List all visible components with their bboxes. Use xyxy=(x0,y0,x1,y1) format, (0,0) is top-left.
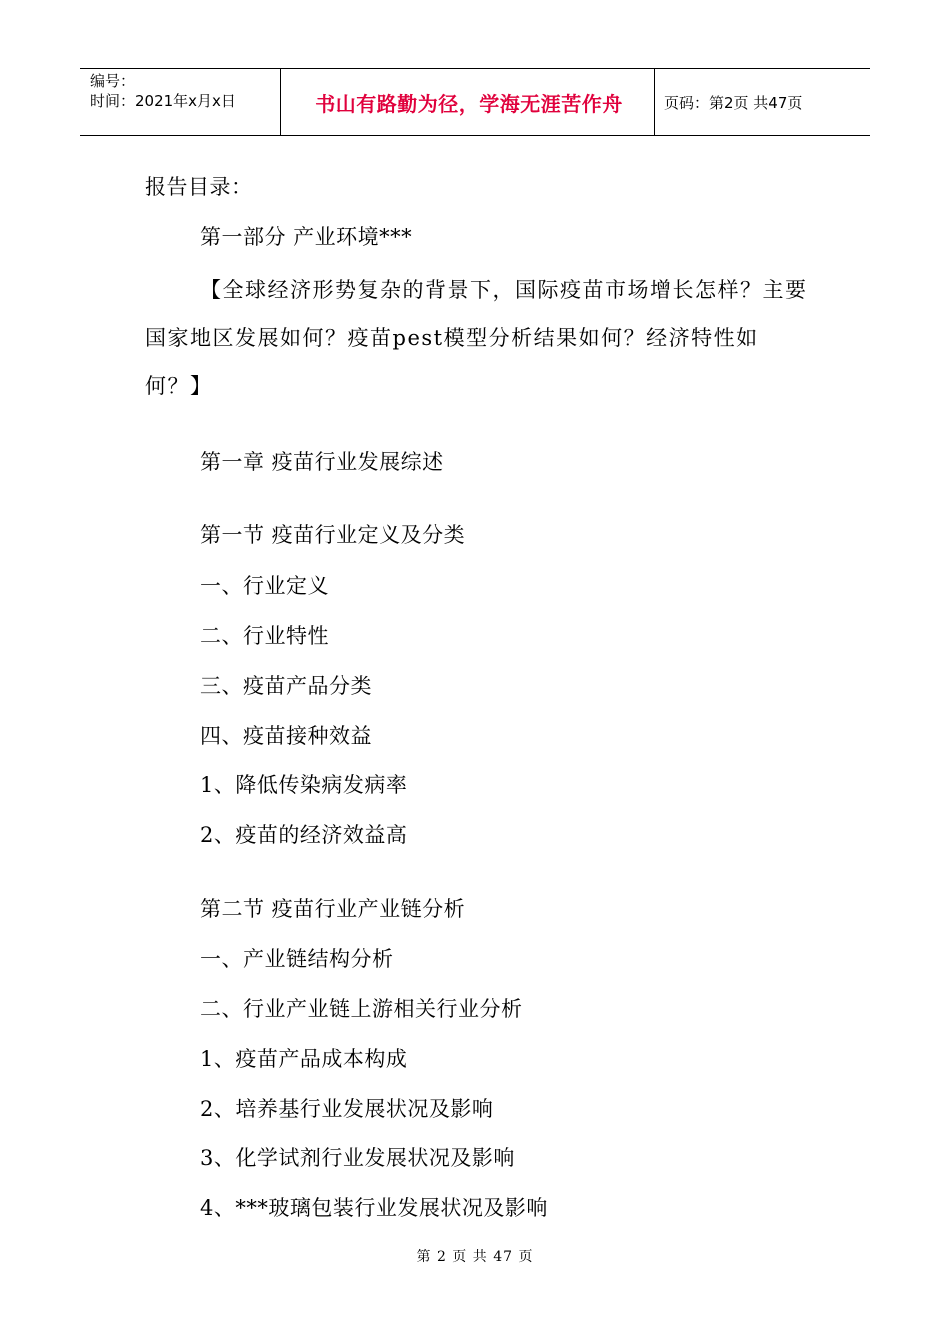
number-label: 编号： xyxy=(90,72,136,90)
header-divider-left xyxy=(280,69,281,136)
header-meta xyxy=(90,71,236,111)
list-item: 二、行业产业链上游相关行业分析 xyxy=(200,997,523,1021)
list-item: 1、疫苗产品成本构成 xyxy=(200,1047,408,1071)
section2-heading: 第二节 疫苗行业产业链分析 xyxy=(200,897,466,921)
list-item: 二、行业特性 xyxy=(200,624,329,648)
page-header xyxy=(80,68,870,136)
list-item: 三、疫苗产品分类 xyxy=(200,674,372,698)
part1-heading: 第一部分 产业环境*** xyxy=(200,225,413,249)
list-item: 2、疫苗的经济效益高 xyxy=(200,823,408,847)
list-item: 一、行业定义 xyxy=(200,574,329,598)
list-item: 1、降低传染病发病率 xyxy=(200,773,408,797)
time-label: 时间：2021年x月x日 xyxy=(90,92,236,110)
part1-summary xyxy=(145,266,810,410)
page-footer: 第 2 页 共 47 页 xyxy=(416,1249,534,1265)
section1-heading: 第一节 疫苗行业定义及分类 xyxy=(200,523,466,547)
list-item: 四、疫苗接种效益 xyxy=(200,724,372,748)
part1-summary-text: 【全球经济形势复杂的背景下，国际疫苗市场增长怎样？主要国家地区发展如何？疫苗pest模型分析结果如何？经济特性如何？】 xyxy=(145,278,808,398)
list-item: 3、化学试剂行业发展状况及影响 xyxy=(200,1146,515,1170)
toc-title: 报告目录： xyxy=(145,175,253,199)
list-item: 4、***玻璃包装行业发展状况及影响 xyxy=(200,1196,548,1220)
chapter1-heading: 第一章 疫苗行业发展综述 xyxy=(200,450,444,474)
list-item: 一、产业链结构分析 xyxy=(200,947,394,971)
header-divider-right xyxy=(654,69,655,136)
list-item: 2、培养基行业发展状况及影响 xyxy=(200,1097,494,1121)
header-motto: 书山有路勤为径，学海无涯苦作舟 xyxy=(315,92,623,116)
header-page-info: 页码：第2页 共47页 xyxy=(664,94,803,112)
